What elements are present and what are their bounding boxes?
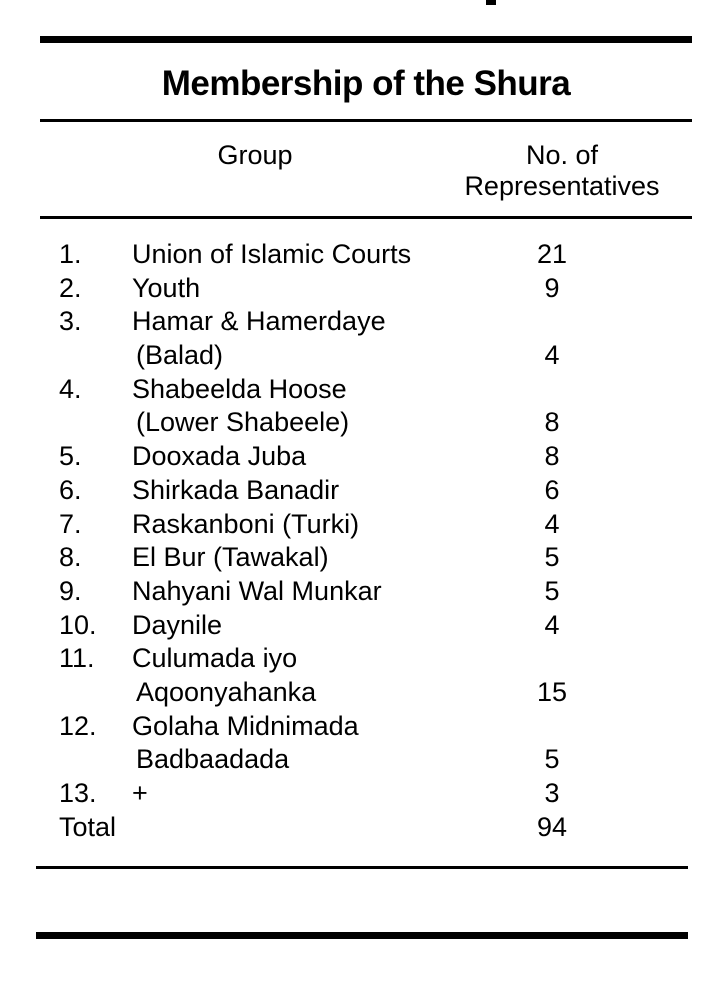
row-number: 10. (59, 609, 97, 640)
group-name: Culumada iyo (132, 643, 298, 674)
group-name: Shabeelda Hoose (132, 373, 347, 404)
table-title: Membership of the Shura (161, 64, 571, 103)
row-number: 5. (59, 441, 82, 472)
column-header-line-1: No. of (525, 140, 599, 170)
table-row (0, 238, 704, 272)
representatives-count: 5 (544, 542, 560, 573)
group-name: Hamar & Hamerdaye (132, 306, 386, 337)
row-number: 2. (59, 272, 82, 303)
table-row (0, 642, 704, 709)
table-row (0, 474, 704, 508)
row-number: 8. (59, 542, 82, 573)
table-bottom-rule (36, 866, 688, 869)
group-name-continuation: Aqoonyahanka (136, 676, 317, 707)
bottom-thick-rule (36, 932, 688, 939)
table-row (0, 373, 704, 440)
table-row-line (0, 339, 704, 373)
group-name-continuation: Badbaadada (136, 744, 290, 775)
total-label: Total (59, 811, 117, 842)
representatives-count: 6 (544, 474, 560, 505)
representatives-count: 15 (536, 676, 568, 707)
group-name-continuation: (Lower Shabeele) (136, 407, 350, 438)
table-row-line (0, 406, 704, 440)
total-row (0, 811, 704, 845)
table-row (0, 777, 704, 811)
table-row (0, 541, 704, 575)
table-row-line (0, 238, 704, 272)
table-row-line (0, 710, 704, 744)
group-name-continuation: (Balad) (136, 340, 224, 371)
table-row-line (0, 609, 704, 643)
representatives-count: 9 (544, 272, 560, 303)
row-number: 13. (59, 778, 97, 808)
representatives-count: 4 (544, 340, 560, 371)
title-divider (40, 119, 692, 122)
table-row (0, 508, 704, 542)
representatives-count: 4 (544, 508, 560, 539)
table-row-line (0, 474, 704, 508)
group-name: + (132, 778, 148, 808)
table-row (0, 575, 704, 609)
table-row-line (0, 676, 704, 710)
column-header-group: Group (217, 140, 293, 170)
group-name: Union of Islamic Courts (132, 239, 412, 269)
table-row-line (0, 743, 704, 777)
representatives-count: 8 (544, 407, 560, 438)
representatives-count: 5 (544, 575, 560, 606)
column-header-line-2: Representatives (464, 171, 660, 201)
table-row-line (0, 575, 704, 609)
group-name: Nahyani Wal Munkar (132, 575, 382, 606)
table-row-line (0, 440, 704, 474)
group-name: Shirkada Banadir (132, 474, 340, 505)
top-thick-rule (40, 36, 692, 43)
column-header-representatives (440, 140, 684, 202)
group-name: Raskanboni (Turki) (132, 508, 360, 539)
table-row (0, 272, 704, 306)
row-number: 11. (59, 643, 95, 674)
row-number: 7. (59, 508, 82, 539)
table-body (0, 238, 704, 844)
top-edge-mark (486, 0, 496, 5)
representatives-count: 3 (544, 778, 560, 808)
group-name: Youth (132, 272, 201, 303)
group-name: Golaha Midnimada (132, 710, 359, 741)
table-row (0, 440, 704, 474)
row-number: 9. (59, 575, 82, 606)
row-number: 3. (59, 306, 82, 337)
table-row-line (0, 272, 704, 306)
table-row (0, 305, 704, 372)
row-number: 4. (59, 373, 82, 404)
group-name: Dooxada Juba (132, 441, 307, 472)
group-name: Daynile (132, 609, 223, 640)
table-row-line (0, 541, 704, 575)
header-divider (40, 216, 692, 219)
table-row-line (0, 777, 704, 811)
table-row-line (0, 508, 704, 542)
table-row (0, 710, 704, 777)
representatives-count: 21 (536, 239, 568, 269)
representatives-count: 4 (544, 609, 560, 640)
total-row-line (0, 811, 704, 845)
row-number: 1. (59, 239, 82, 269)
row-number: 12. (59, 710, 97, 741)
table-row (0, 609, 704, 643)
table-row-line (0, 305, 704, 339)
row-number: 6. (59, 474, 82, 505)
group-name: El Bur (Tawakal) (132, 542, 329, 573)
table-row-line (0, 373, 704, 407)
representatives-count: 5 (544, 744, 560, 775)
table-row-line (0, 642, 704, 676)
representatives-count: 8 (544, 441, 560, 472)
total-value: 94 (536, 811, 568, 842)
